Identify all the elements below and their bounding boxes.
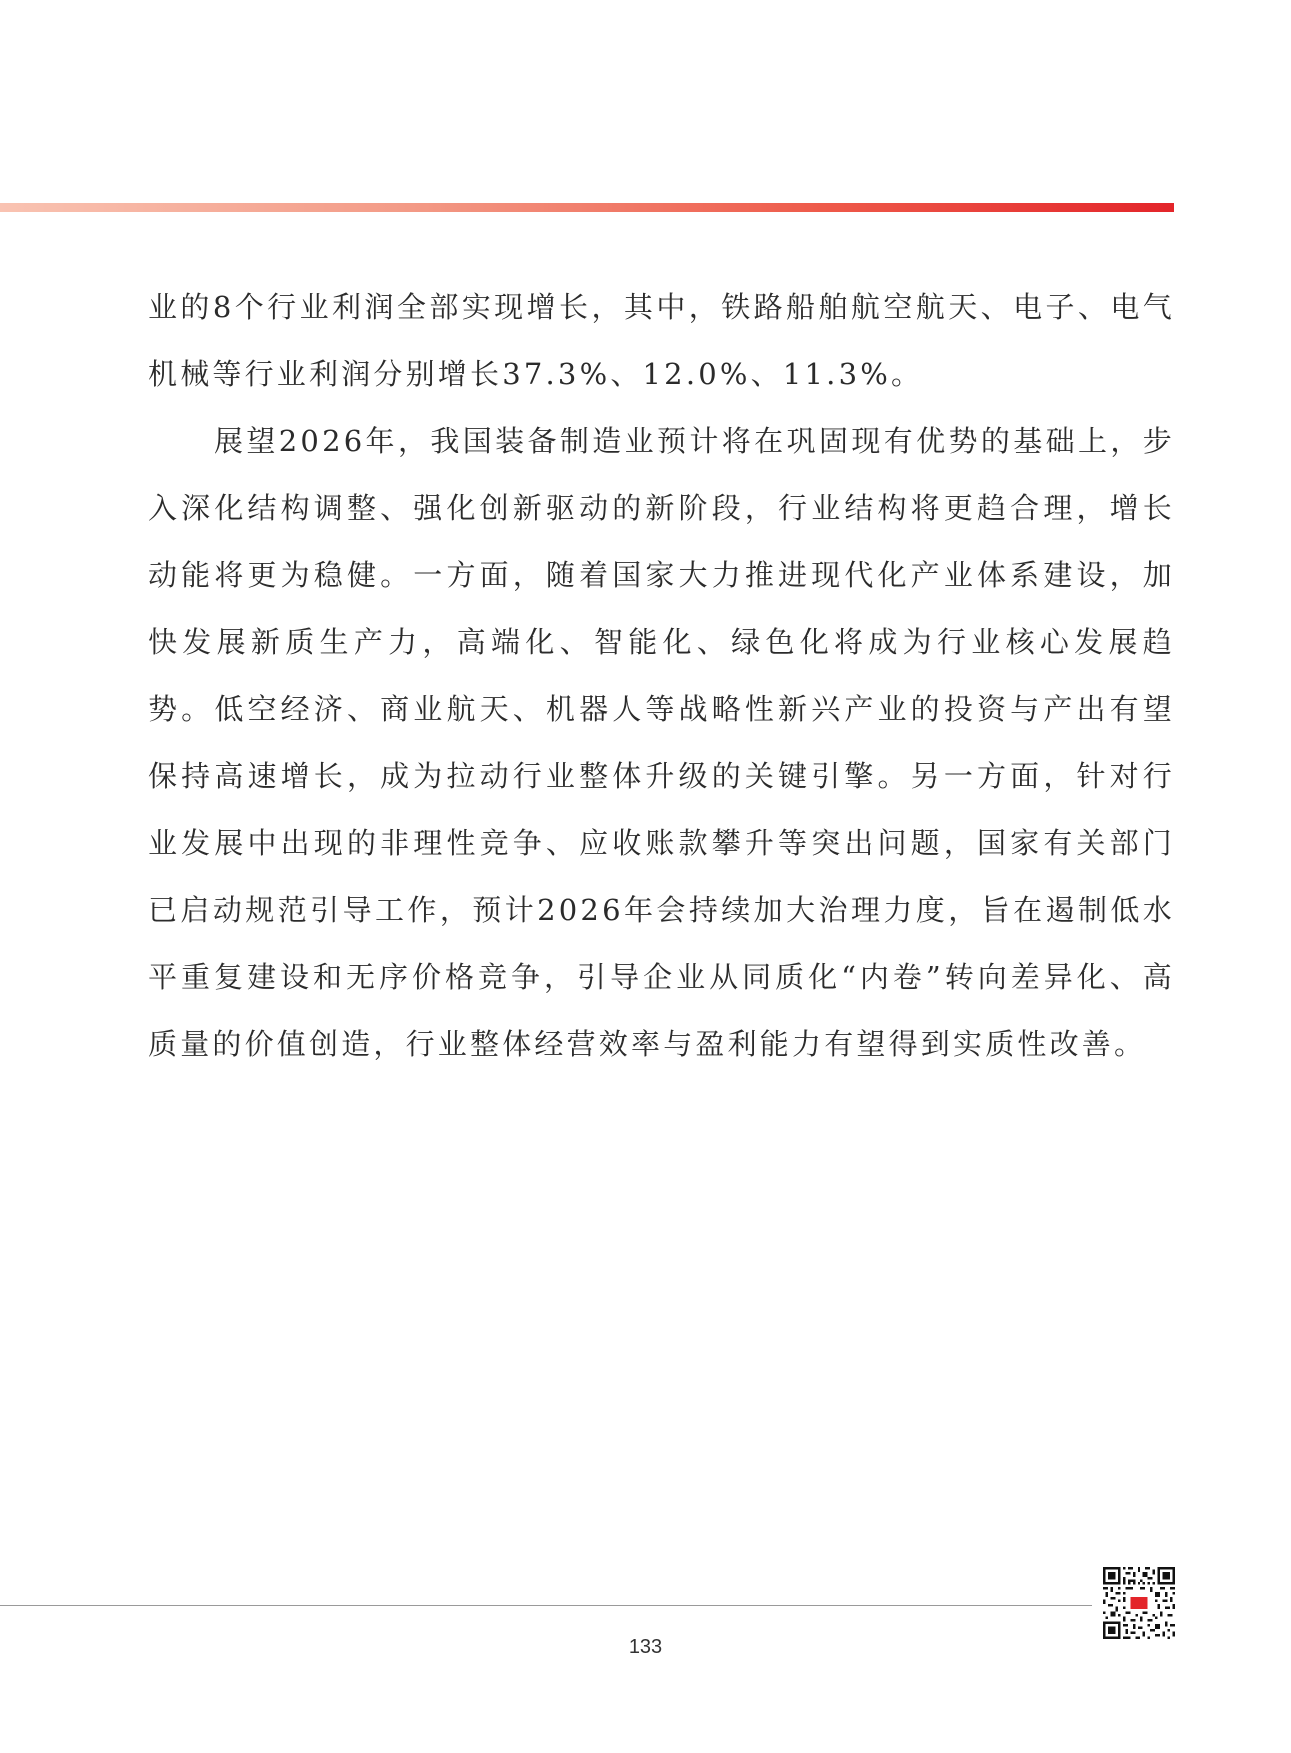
header-accent-bar (0, 203, 1174, 212)
qr-code-icon (1103, 1567, 1175, 1639)
paragraph-outlook: 展望2026年，我国装备制造业预计将在巩固现有优势的基础上，步入深化结构调整、强化创新驱动的新阶段，行业结构将更趋合理，增长动能将更为稳健。一方面，随着国家大力推进现代化产业体系建设，加快发展新质生产力，高端化、智能化、绿色化将成为行业核心发展趋势。低空经济、商业航天、机器人等战略性新兴产业的投资与产出有望保持高速增长，成为拉动行业整体升级的关键引擎。另一方面，针对行业发展中出现的非理性竞争、应收账款攀升等突出问题，国家有关部门已启动规范引导工作，预计2026年会持续加大治理力度，旨在遏制低水平重复建设和无序价格竞争，引导企业从同质化“内卷”转向差异化、高质量的价值创造，行业整体经营效率与盈利能力有望得到实质性改善。 (148, 424, 1175, 1061)
page-number: 133 (628, 1636, 663, 1658)
footer-divider (0, 1605, 1092, 1606)
paragraph-continuation: 业的8个行业利润全部实现增长，其中，铁路船舶航空航天、电子、电气机械等行业利润分别增长37.3%、12.0%、11.3%。 (148, 290, 1175, 391)
article-body (148, 274, 1175, 1078)
